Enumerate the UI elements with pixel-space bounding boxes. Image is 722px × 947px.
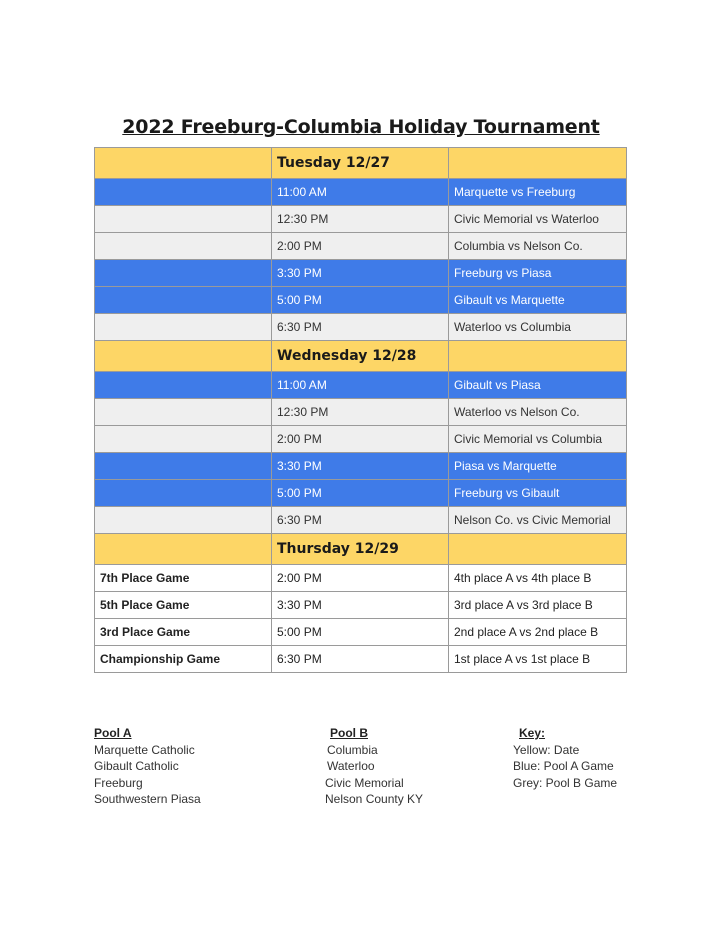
key-heading: Key: [519,726,546,740]
pool-b-game-row [95,233,627,260]
placement-game-row [95,646,627,673]
pool-a-team: Marquette Catholic [94,742,195,757]
pool-a-game-row [95,179,627,206]
game-time: 6:30 PM [272,646,449,673]
game-label: 3rd Place Game [95,619,272,646]
game-row-blank [95,426,272,453]
game-time: 5:00 PM [272,619,449,646]
date-row-blank [449,148,627,179]
pool-a-legend [94,725,201,808]
game-matchup: 2nd place A vs 2nd place B [449,619,627,646]
game-time: 11:00 AM [272,372,449,399]
schedule-table [94,147,627,673]
game-matchup: Gibault vs Piasa [449,372,627,399]
game-matchup: Waterloo vs Columbia [449,314,627,341]
game-time: 5:00 PM [272,287,449,314]
game-row-blank [95,314,272,341]
game-row-blank [95,206,272,233]
pool-b-team: Columbia [327,742,378,757]
pool-b-game-row [95,507,627,534]
game-matchup: Gibault vs Marquette [449,287,627,314]
game-matchup: Columbia vs Nelson Co. [449,233,627,260]
date-row [95,148,627,179]
date-row-blank [95,534,272,565]
game-matchup: 1st place A vs 1st place B [449,646,627,673]
date-row [95,534,627,565]
game-matchup: Nelson Co. vs Civic Memorial [449,507,627,534]
pool-a-game-row [95,372,627,399]
game-row-blank [95,480,272,507]
game-label: 7th Place Game [95,565,272,592]
date-row-blank [95,341,272,372]
pool-a-team: Gibault Catholic [94,759,179,773]
game-matchup: Civic Memorial vs Waterloo [449,206,627,233]
key-item: Blue: Pool A Game [513,759,614,773]
date-label: Tuesday 12/27 [272,148,449,179]
game-matchup: Civic Memorial vs Columbia [449,426,627,453]
pool-a-game-row [95,260,627,287]
pool-b-team: Nelson County KY [325,792,424,806]
game-row-blank [95,399,272,426]
game-row-blank [95,372,272,399]
color-key [513,725,617,791]
game-label: Championship Game [95,646,272,673]
pool-a-team: Southwestern Piasa [94,792,201,806]
pool-b-heading: Pool B [330,726,368,740]
pool-b-game-row [95,206,627,233]
game-time: 3:30 PM [272,453,449,480]
date-row-blank [95,148,272,179]
game-time: 6:30 PM [272,507,449,534]
date-label: Thursday 12/29 [272,534,449,565]
game-time: 3:30 PM [272,592,449,619]
page-title: 2022 Freeburg-Columbia Holiday Tournament [122,116,600,138]
game-time: 2:00 PM [272,233,449,260]
pool-b-team: Civic Memorial [325,775,404,790]
game-row-blank [95,507,272,534]
pool-b-game-row [95,399,627,426]
game-matchup: Marquette vs Freeburg [449,179,627,206]
game-time: 12:30 PM [272,399,449,426]
pool-a-game-row [95,453,627,480]
game-matchup: Freeburg vs Gibault [449,480,627,507]
game-matchup: Waterloo vs Nelson Co. [449,399,627,426]
placement-game-row [95,565,627,592]
game-row-blank [95,287,272,314]
date-label: Wednesday 12/28 [272,341,449,372]
game-time: 5:00 PM [272,480,449,507]
game-row-blank [95,179,272,206]
pool-a-heading: Pool A [94,726,132,740]
pool-a-game-row [95,480,627,507]
game-time: 6:30 PM [272,314,449,341]
game-matchup: 4th place A vs 4th place B [449,565,627,592]
date-row [95,341,627,372]
date-row-blank [449,341,627,372]
game-time: 12:30 PM [272,206,449,233]
game-matchup: 3rd place A vs 3rd place B [449,592,627,619]
game-row-blank [95,453,272,480]
game-label: 5th Place Game [95,592,272,619]
game-time: 2:00 PM [272,426,449,453]
game-time: 11:00 AM [272,179,449,206]
placement-game-row [95,619,627,646]
placement-game-row [95,592,627,619]
pool-b-legend [325,725,423,808]
pool-b-game-row [95,426,627,453]
key-item: Grey: Pool B Game [513,775,618,790]
date-row-blank [449,534,627,565]
pool-b-game-row [95,314,627,341]
pool-a-game-row [95,287,627,314]
pool-b-team: Waterloo [327,759,375,773]
game-matchup: Piasa vs Marquette [449,453,627,480]
game-row-blank [95,233,272,260]
game-time: 3:30 PM [272,260,449,287]
game-row-blank [95,260,272,287]
game-time: 2:00 PM [272,565,449,592]
pool-a-team: Freeburg [94,775,143,790]
key-item: Yellow: Date [513,742,580,757]
game-matchup: Freeburg vs Piasa [449,260,627,287]
